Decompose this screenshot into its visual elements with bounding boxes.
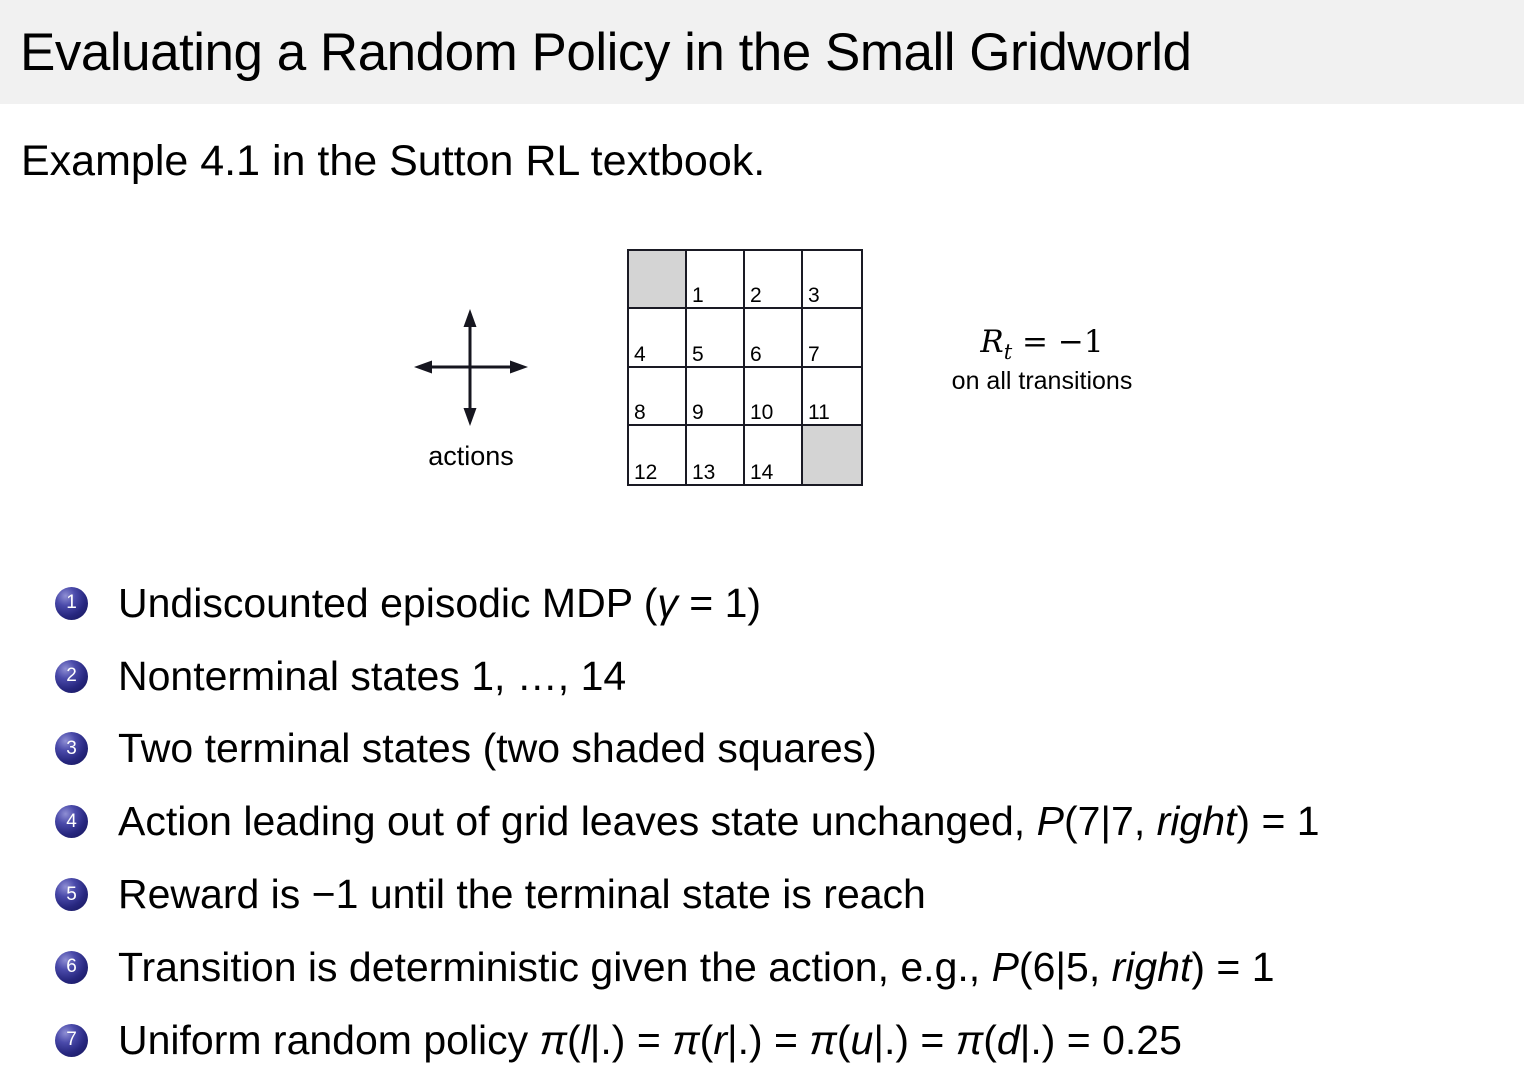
grid-cell-label: 1 xyxy=(692,284,704,308)
reward-formula-var: R xyxy=(980,324,1004,360)
list-item xyxy=(55,640,1320,713)
text-segment: Nonterminal states xyxy=(118,652,472,699)
title-band xyxy=(0,0,1524,104)
grid-cell-label: 11 xyxy=(808,400,830,424)
text-segment: π xyxy=(955,1016,984,1063)
item-number: 2 xyxy=(66,665,77,687)
reward-formula-rhs: = −1 xyxy=(1012,324,1104,360)
text-segment: |.) = xyxy=(873,1016,956,1063)
actions-cross-icon xyxy=(405,300,537,435)
text-segment: right xyxy=(1111,943,1192,990)
text-segment: l xyxy=(580,1016,590,1063)
grid-cell-13 xyxy=(687,426,745,484)
grid-cell-label: 5 xyxy=(692,342,704,366)
text-segment: Transition is deterministic given the action, e.g., xyxy=(118,943,992,990)
text-segment: (7|7, xyxy=(1063,798,1157,845)
grid-cell-label: 2 xyxy=(750,284,762,308)
text-segment: Uniform random policy xyxy=(118,1016,540,1063)
text-segment: ( xyxy=(643,579,658,626)
text-segment: ) = 1 xyxy=(1191,943,1275,990)
item-text xyxy=(118,798,1320,845)
text-segment: |.) = 0.25 xyxy=(1019,1016,1182,1063)
text-segment: π xyxy=(809,1016,837,1063)
grid-cell-3 xyxy=(803,251,861,309)
text-segment: −1 xyxy=(311,871,359,918)
list-item xyxy=(55,713,1320,786)
text-segment: ( xyxy=(836,1016,851,1063)
item-number-bullet xyxy=(55,878,88,911)
grid-cell-10 xyxy=(745,368,803,426)
text-segment: right xyxy=(1156,798,1237,845)
item-number-bullet xyxy=(55,951,88,984)
grid-cell-12 xyxy=(629,426,687,484)
list-item xyxy=(55,785,1320,858)
grid-cell-1 xyxy=(687,251,745,309)
text-segment: P xyxy=(1036,798,1064,845)
item-number: 6 xyxy=(66,956,77,978)
grid-cell-label: 8 xyxy=(634,400,646,424)
text-segment: until the terminal state is reach xyxy=(358,871,926,918)
grid-cell-label: 7 xyxy=(808,342,820,366)
text-segment: ( xyxy=(699,1016,714,1063)
grid-cell-4 xyxy=(629,309,687,367)
grid-cell-label: 14 xyxy=(750,461,774,484)
grid-cell-9 xyxy=(687,368,745,426)
text-segment: ( xyxy=(567,1016,581,1063)
item-number-bullet xyxy=(55,660,88,693)
grid-cell-11 xyxy=(803,368,861,426)
item-text xyxy=(118,580,761,627)
item-number-bullet xyxy=(55,1024,88,1057)
grid-cell-14 xyxy=(745,426,803,484)
text-segment: 1, …, 14 xyxy=(471,652,627,699)
text-segment: ) = 1 xyxy=(1236,798,1320,845)
item-number-bullet xyxy=(55,805,88,838)
item-number: 7 xyxy=(66,1029,77,1051)
grid-cell-terminal xyxy=(803,426,861,484)
text-segment: d xyxy=(996,1016,1020,1063)
text-segment: ( xyxy=(983,1016,997,1063)
item-number-bullet xyxy=(55,587,88,620)
text-segment: u xyxy=(850,1016,874,1063)
gridworld-grid xyxy=(627,249,863,486)
item-number: 1 xyxy=(66,592,77,614)
list-item xyxy=(55,858,1320,931)
properties-list xyxy=(55,567,1320,1077)
list-item xyxy=(55,931,1320,1004)
text-segment: π xyxy=(672,1016,700,1063)
grid-cell-2 xyxy=(745,251,803,309)
slide-subtitle: Example 4.1 in the Sutton RL textbook. xyxy=(21,137,766,185)
reward-caption: on all transitions xyxy=(951,367,1133,396)
grid-cell-label: 3 xyxy=(808,284,820,308)
grid-cell-label: 6 xyxy=(750,342,762,366)
item-text xyxy=(118,1017,1182,1064)
item-number: 3 xyxy=(66,737,77,759)
text-segment: Undiscounted episodic MDP xyxy=(118,579,644,626)
item-text xyxy=(118,871,926,918)
text-segment: P xyxy=(991,943,1019,990)
item-text xyxy=(118,944,1275,991)
text-segment: Two terminal states (two shaded squares) xyxy=(118,725,877,772)
list-item xyxy=(55,1004,1320,1077)
text-segment: (6|5, xyxy=(1018,943,1112,990)
item-number-bullet xyxy=(55,732,88,765)
text-segment: γ xyxy=(657,579,678,626)
grid-cell-label: 13 xyxy=(692,461,716,484)
grid-cell-6 xyxy=(745,309,803,367)
grid-cell-5 xyxy=(687,309,745,367)
grid-cell-7 xyxy=(803,309,861,367)
reward-formula-sub: t xyxy=(1003,340,1013,365)
grid-cell-label: 12 xyxy=(634,461,658,484)
text-segment: = 1) xyxy=(677,579,762,626)
reward-formula xyxy=(933,325,1151,364)
grid-cell-terminal xyxy=(629,251,687,309)
text-segment: Reward is xyxy=(118,871,312,918)
text-segment: r xyxy=(713,1016,727,1063)
actions-label: actions xyxy=(428,441,514,471)
list-item xyxy=(55,567,1320,640)
text-segment: π xyxy=(539,1016,567,1063)
text-segment: Action leading out of grid leaves state unchanged, xyxy=(118,798,1037,845)
text-segment: |.) = xyxy=(589,1016,673,1063)
grid-cell-8 xyxy=(629,368,687,426)
item-text xyxy=(118,653,626,700)
grid-cell-label: 10 xyxy=(750,400,774,424)
text-segment: |.) = xyxy=(726,1016,810,1063)
item-number: 4 xyxy=(66,810,77,832)
grid-cell-label: 4 xyxy=(634,342,646,366)
item-text xyxy=(118,725,877,772)
slide-title: Evaluating a Random Policy in the Small Gridworld xyxy=(20,22,1192,82)
item-number: 5 xyxy=(66,883,77,905)
reward-annotation xyxy=(933,325,1151,396)
grid-cell-label: 9 xyxy=(692,400,704,424)
